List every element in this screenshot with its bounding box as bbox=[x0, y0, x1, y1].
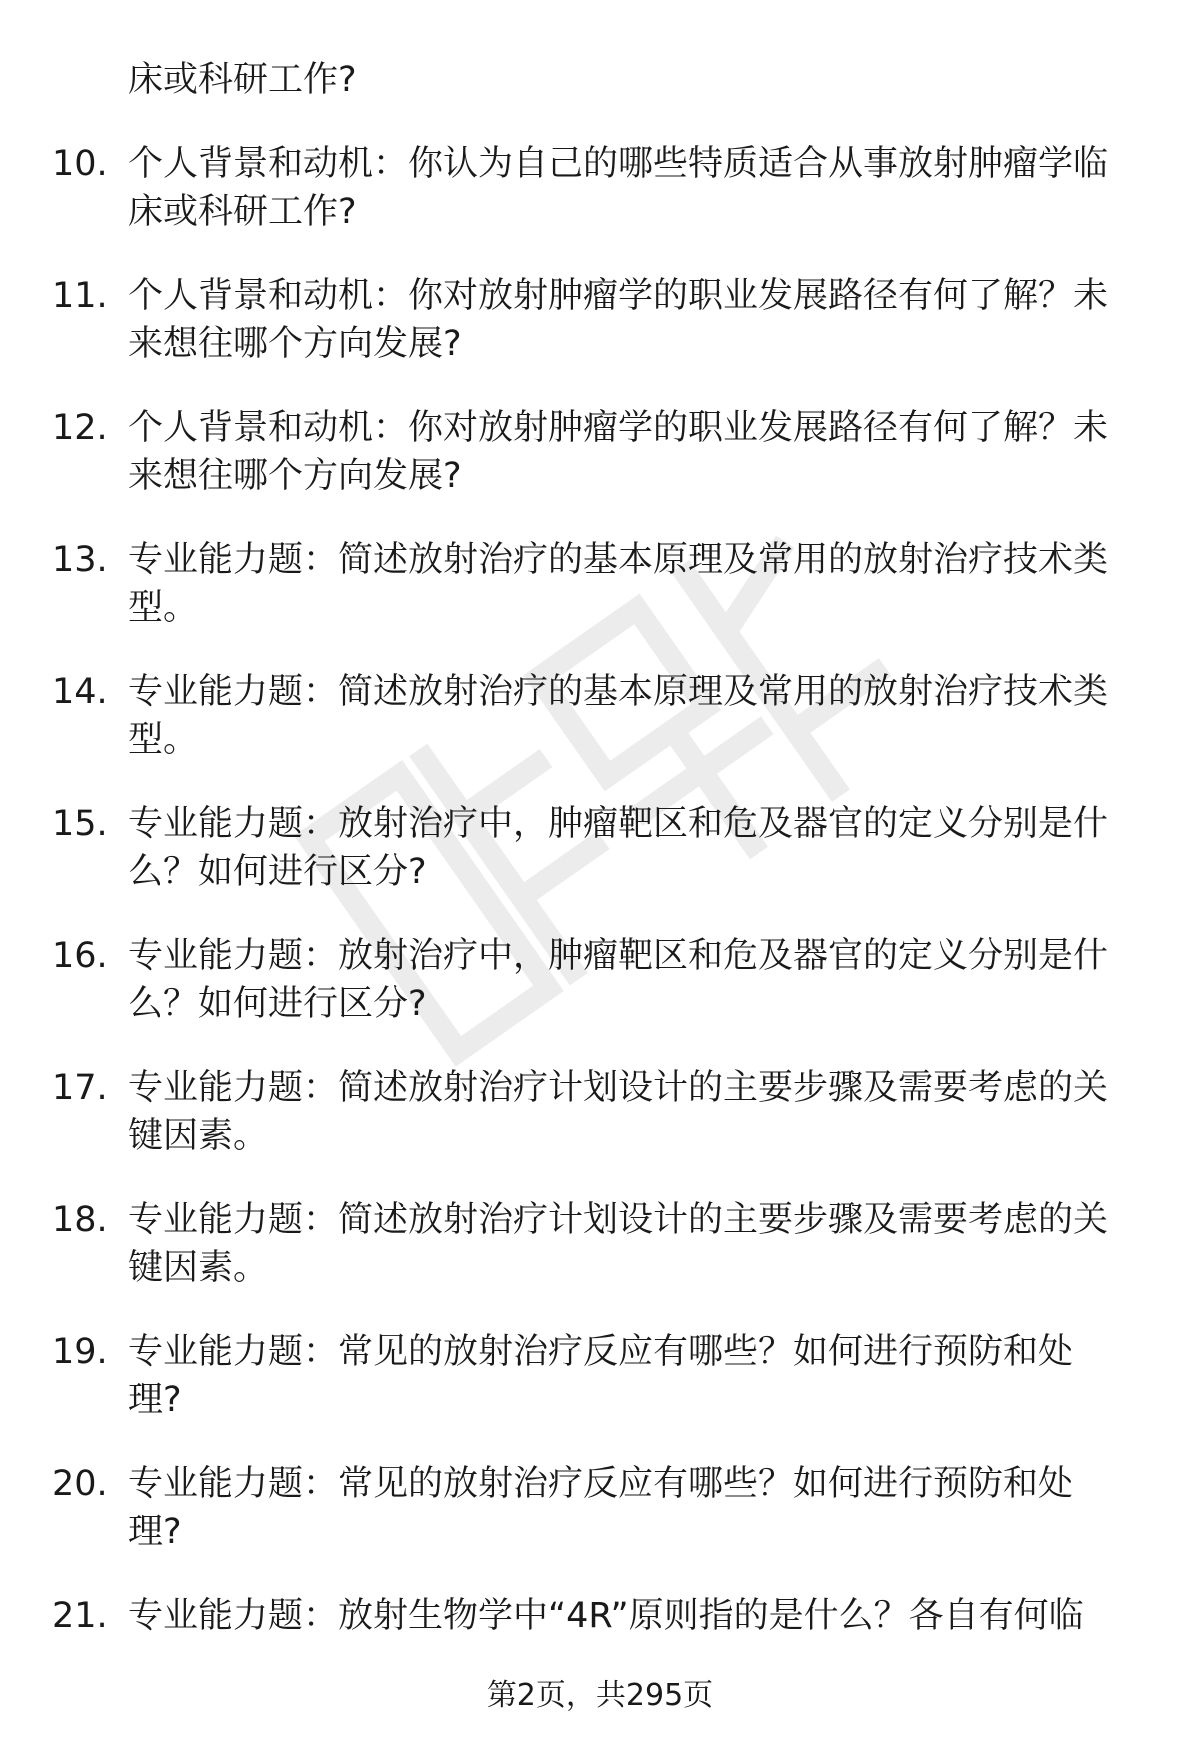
question-item bbox=[0, 140, 1200, 272]
question-text bbox=[128, 536, 1148, 632]
question-line: 专业能力题：简述放射治疗计划设计的主要步骤及需要考虑的关 bbox=[128, 1068, 1109, 1108]
question-number: 13. bbox=[52, 540, 108, 580]
question-number: 19. bbox=[52, 1332, 108, 1372]
question-line: 专业能力题：放射治疗中，肿瘤靶区和危及器官的定义分别是什 bbox=[128, 804, 1109, 844]
question-item bbox=[0, 1064, 1200, 1196]
question-item bbox=[0, 404, 1200, 536]
question-number: 15. bbox=[52, 804, 108, 844]
question-item bbox=[0, 668, 1200, 800]
question-line: 专业能力题：放射生物学中“4R”原则指的是什么？各自有何临 bbox=[128, 1596, 1084, 1636]
question-text bbox=[128, 1196, 1148, 1292]
question-line: 理? bbox=[128, 1380, 182, 1420]
question-number: 21. bbox=[52, 1596, 108, 1636]
question-text bbox=[128, 932, 1148, 1028]
question-number: 12. bbox=[52, 408, 108, 448]
page-footer: 第2页，共295页 bbox=[486, 1678, 714, 1713]
question-number: 10. bbox=[52, 144, 108, 184]
question-line: 理? bbox=[128, 1512, 182, 1552]
question-line: 专业能力题：常见的放射治疗反应有哪些？如何进行预防和处 bbox=[128, 1464, 1074, 1504]
continuation-text: 床或科研工作? bbox=[128, 60, 357, 100]
question-line: 么？如何进行区分? bbox=[128, 984, 427, 1024]
question-text bbox=[128, 1592, 1148, 1640]
question-line: 来想往哪个方向发展? bbox=[128, 456, 462, 496]
question-number: 17. bbox=[52, 1068, 108, 1108]
question-line: 键因素。 bbox=[128, 1116, 269, 1156]
question-line: 型。 bbox=[128, 720, 199, 760]
question-line: 专业能力题：简述放射治疗的基本原理及常用的放射治疗技术类 bbox=[128, 672, 1109, 712]
question-number: 14. bbox=[52, 672, 108, 712]
question-line: 来想往哪个方向发展? bbox=[128, 324, 462, 364]
question-text bbox=[128, 272, 1148, 368]
question-item bbox=[0, 1460, 1200, 1592]
question-line: 么？如何进行区分? bbox=[128, 852, 427, 892]
question-line: 专业能力题：放射治疗中，肿瘤靶区和危及器官的定义分别是什 bbox=[128, 936, 1109, 976]
question-text bbox=[128, 140, 1148, 236]
question-line: 个人背景和动机：你对放射肿瘤学的职业发展路径有何了解？未 bbox=[128, 276, 1109, 316]
question-line: 个人背景和动机：你对放射肿瘤学的职业发展路径有何了解？未 bbox=[128, 408, 1109, 448]
question-item bbox=[0, 272, 1200, 404]
question-line: 专业能力题：简述放射治疗的基本原理及常用的放射治疗技术类 bbox=[128, 540, 1109, 580]
question-number: 16. bbox=[52, 936, 108, 976]
question-line: 专业能力题：常见的放射治疗反应有哪些？如何进行预防和处 bbox=[128, 1332, 1074, 1372]
question-text bbox=[128, 1328, 1148, 1424]
question-line: 个人背景和动机：你认为自己的哪些特质适合从事放射肿瘤学临 bbox=[128, 144, 1109, 184]
question-line: 键因素。 bbox=[128, 1248, 269, 1288]
question-item bbox=[0, 932, 1200, 1064]
question-line: 专业能力题：简述放射治疗计划设计的主要步骤及需要考虑的关 bbox=[128, 1200, 1109, 1240]
question-number: 11. bbox=[52, 276, 108, 316]
question-number: 18. bbox=[52, 1200, 108, 1240]
question-list bbox=[0, 140, 1200, 1724]
question-line: 型。 bbox=[128, 588, 199, 628]
question-line: 床或科研工作? bbox=[128, 192, 357, 232]
question-item bbox=[0, 800, 1200, 932]
question-text bbox=[128, 668, 1148, 764]
question-item bbox=[0, 536, 1200, 668]
question-number: 20. bbox=[52, 1464, 108, 1504]
question-text bbox=[128, 1064, 1148, 1160]
question-item bbox=[0, 1328, 1200, 1460]
question-item bbox=[0, 1196, 1200, 1328]
question-text bbox=[128, 800, 1148, 896]
question-text bbox=[128, 404, 1148, 500]
question-text bbox=[128, 1460, 1148, 1556]
